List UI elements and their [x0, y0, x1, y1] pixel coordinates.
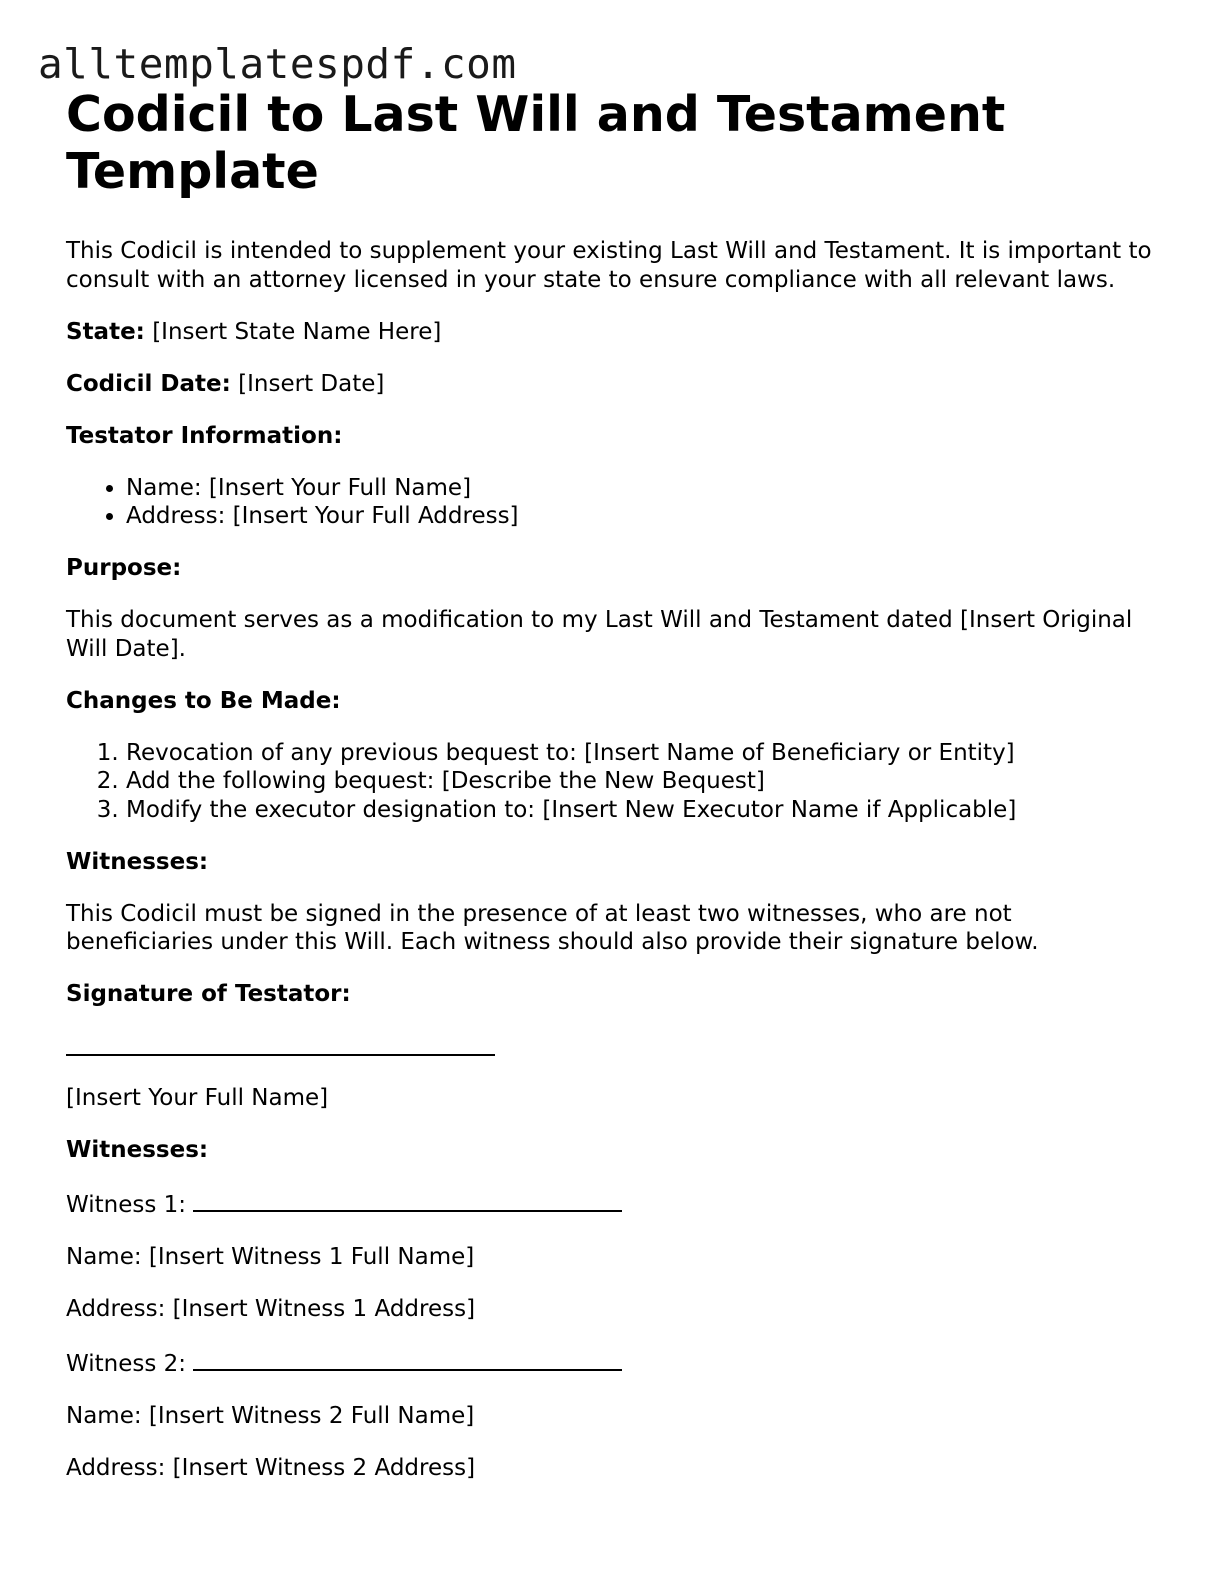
witnesses-heading: Witnesses:	[66, 1137, 209, 1163]
state-value: [Insert State Name Here]	[152, 318, 442, 345]
witnesses-info-text: This Codicil must be signed in the presence of at least two witnesses, who are not beneficiaries under this Will. Each witness should also provide their signature below.	[66, 900, 1039, 955]
state-label: State:	[66, 318, 145, 345]
testator-signature-heading: Signature of Testator:	[66, 981, 351, 1007]
document-body	[66, 86, 1156, 1483]
purpose-heading: Purpose:	[66, 555, 182, 581]
page-title: Codicil to Last Will and Testament Template	[66, 86, 1006, 200]
witness-1-signature-line[interactable]	[193, 1188, 622, 1212]
list-item: 3. Modify the executor designation to: [Insert New Executor Name if Applicable]	[126, 796, 1156, 825]
witness-2-signature-line[interactable]	[193, 1347, 622, 1371]
list-item: 2. Add the following bequest: [Describe the New Bequest]	[126, 767, 1156, 796]
watermark: alltemplatespdf.com	[38, 40, 517, 88]
testator-signature-line[interactable]	[66, 1032, 495, 1056]
witness-2-address: Address: [Insert Witness 2 Address]	[66, 1455, 476, 1481]
list-item: • Name: [Insert Your Full Name]	[126, 474, 1156, 503]
witness-1-label: Witness 1:	[66, 1192, 187, 1218]
witness-1-name: Name: [Insert Witness 1 Full Name]	[66, 1244, 475, 1270]
intro-paragraph: This Codicil is intended to supplement your existing Last Will and Testament. It is important to consult with an attorney licensed in your state to ensure compliance with all relevant laws.	[66, 238, 1152, 293]
witness-2-line	[66, 1347, 1156, 1379]
testator-list	[66, 474, 1156, 531]
witness-2-name: Name: [Insert Witness 2 Full Name]	[66, 1403, 475, 1429]
witnesses-info-heading: Witnesses:	[66, 848, 209, 875]
testator-signature-line-wrap	[66, 1032, 1156, 1061]
witness-2-label: Witness 2:	[66, 1351, 187, 1377]
changes-heading: Changes to Be Made:	[66, 687, 341, 714]
purpose-text: This document serves as a modification to my Last Will and Testament dated [Insert Original Will Date].	[66, 607, 1133, 662]
testator-signature-name: [Insert Your Full Name]	[66, 1085, 329, 1111]
codicil-date-line	[66, 370, 1156, 399]
state-line	[66, 318, 1156, 347]
codicil-date-value: [Insert Date]	[238, 370, 385, 397]
list-item: • Address: [Insert Your Full Address]	[126, 502, 1156, 531]
witness-1-address: Address: [Insert Witness 1 Address]	[66, 1296, 476, 1322]
changes-list	[66, 739, 1156, 825]
testator-heading: Testator Information:	[66, 422, 343, 449]
list-item: 1. Revocation of any previous bequest to: [Insert Name of Beneficiary or Entity]	[126, 739, 1156, 768]
codicil-date-label: Codicil Date:	[66, 370, 231, 397]
witness-1-line	[66, 1188, 1156, 1220]
